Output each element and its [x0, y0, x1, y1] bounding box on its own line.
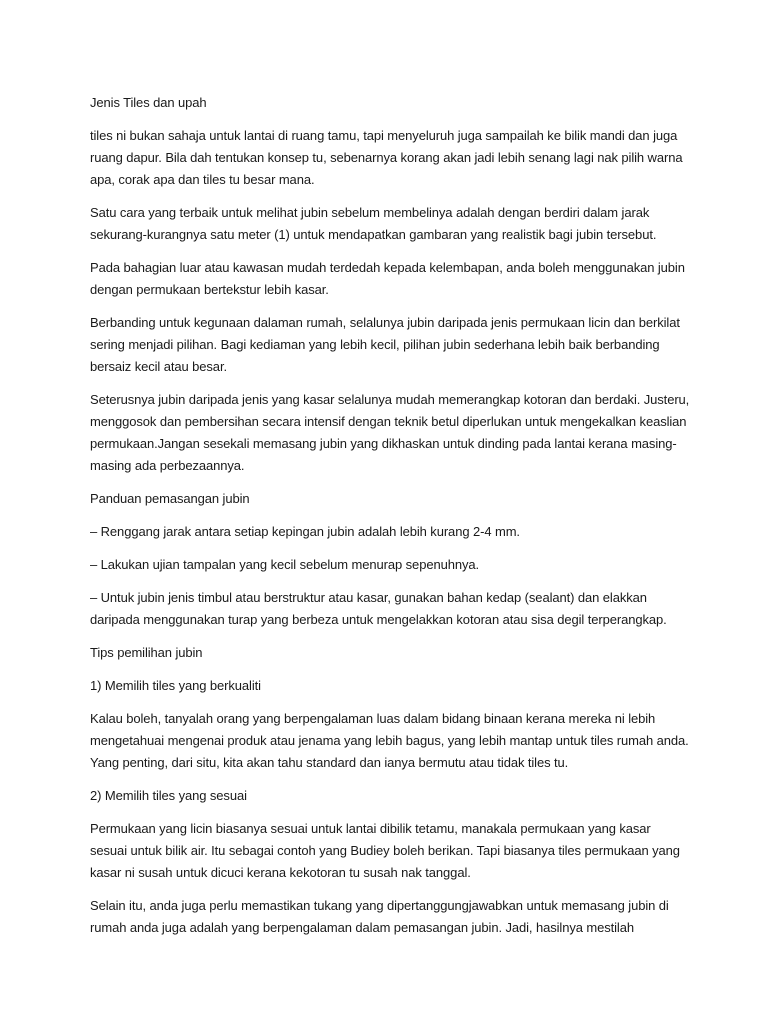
list-item-sealant: – Untuk jubin jenis timbul atau berstruktur atau kasar, gunakan bahan kedap (sealant) dan elakkan daripada menggunakan turap yang berbeza untuk mengelakkan kotoran atau sisa degil terperangkap. [90, 590, 667, 627]
paragraph-indoor-tiles: Berbanding untuk kegunaan dalaman rumah, selalunya jubin daripada jenis permukaan licin dan berkilat sering menjadi pilihan. Bagi kediaman yang lebih kecil, pilihan jubin sederhana lebih baik berbanding bersaiz kecil atau besar. [90, 315, 680, 374]
paragraph-rough-tiles: Seterusnya jubin daripada jenis yang kasar selalunya mudah memerangkap kotoran dan berdaki. Justeru, menggosok dan pembersihan secara intensif dengan teknik betul diperlukan untuk mengekalkan keaslian permukaan.Jangan sesekali memasang jubin yang dikhaskan untuk dinding pada lantai kerana masing-masing ada perbezaannya. [90, 392, 690, 473]
paragraph-tiles-concept: tiles ni bukan sahaja untuk lantai di ruang tamu, tapi menyeluruh juga sampailah ke bilik mandi dan juga ruang dapur. Bila dah tentukan konsep tu, sebenarnya korang akan jadi lebih senang lagi nak pilih warna apa, corak apa dan tiles tu besar mana. [90, 128, 683, 187]
list-item-gap: – Renggang jarak antara setiap kepingan jubin adalah lebih kurang 2-4 mm. [90, 524, 520, 539]
paragraph-viewing-distance: Satu cara yang terbaik untuk melihat jubin sebelum membelinya adalah dengan berdiri dalam jarak sekurang-kurangnya satu meter (1) untuk mendapatkan gambaran yang realistik bagi jubin tersebut. [90, 205, 657, 242]
paragraph-outdoor-tiles: Pada bahagian luar atau kawasan mudah terdedah kepada kelembapan, anda boleh menggunakan jubin dengan permukaan bertekstur lebih kasar. [90, 260, 685, 297]
paragraph-installer: Selain itu, anda juga perlu memastikan tukang yang dipertanggungjawabkan untuk memasang jubin di rumah anda juga adalah yang berpengalaman dalam pemasangan jubin. Jadi, hasilnya mestilah [90, 898, 669, 935]
paragraph-suitable: Permukaan yang licin biasanya sesuai untuk lantai dibilik tetamu, manakala permukaan yang kasar sesuai untuk bilik air. Itu sebagai contoh yang Budiey boleh berikan. Tapi biasanya tiles permukaan yang kasar ni susah untuk dicuci kerana kekotoran tu susah nak tanggal. [90, 821, 680, 880]
section-heading-installation-guide: Panduan pemasangan jubin [90, 491, 250, 506]
tip-heading-quality: 1) Memilih tiles yang berkualiti [90, 678, 261, 693]
document-body [90, 92, 690, 950]
paragraph-quality: Kalau boleh, tanyalah orang yang berpengalaman luas dalam bidang binaan kerana mereka ni lebih mengetahuai mengenai produk atau jenama yang lebih bagus, yang lebih mantap untuk tiles rumah anda. Yang penting, dari situ, kita akan tahu standard dan ianya bermutu atau tidak tiles tu. [90, 711, 689, 770]
list-item-test-patch: – Lakukan ujian tampalan yang kecil sebelum menurap sepenuhnya. [90, 557, 480, 572]
section-heading-selection-tips: Tips pemilihan jubin [90, 645, 203, 660]
tip-heading-suitable: 2) Memilih tiles yang sesuai [90, 788, 247, 803]
document-title: Jenis Tiles dan upah [90, 95, 207, 110]
